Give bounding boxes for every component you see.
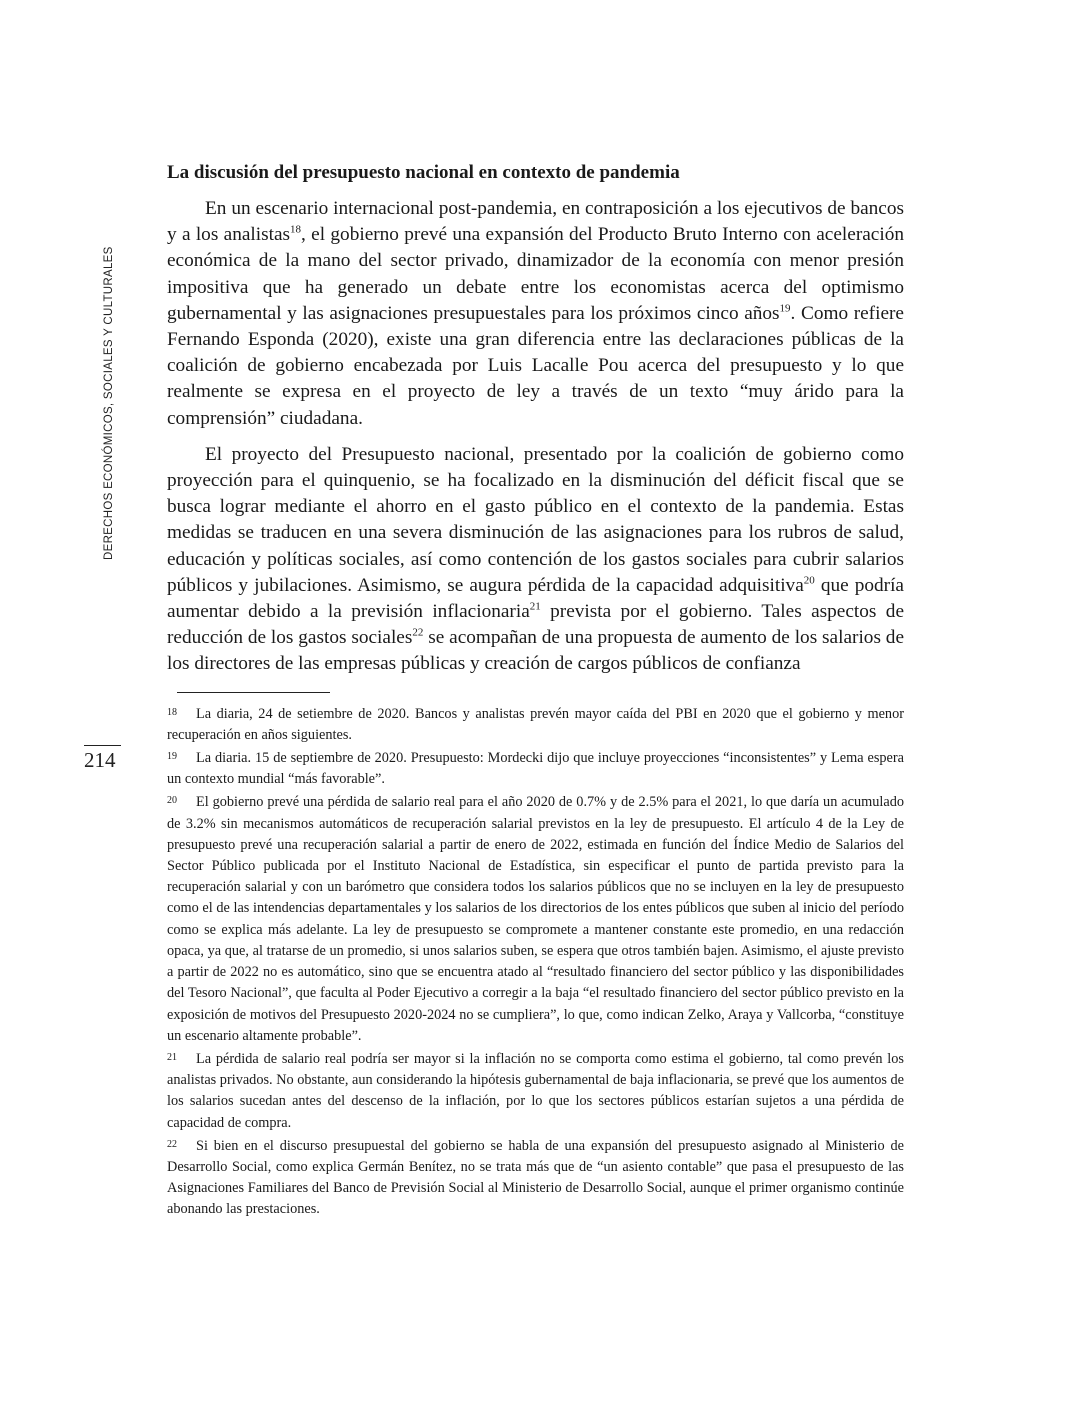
footnote-number: 18	[167, 706, 177, 718]
footnote-separator	[177, 692, 330, 693]
footnote-19	[167, 746, 904, 790]
footnote-number: 20	[167, 795, 177, 807]
footnote-text: El gobierno prevé una pérdida de salario real para el año 2020 de 0.7% y de 2.5% para el 2021, lo que daría un acumulado de 3.2% sin mecanismos automáticos de recuperación salarial previstos en la ley de presupuesto. El artículo 4 de la Ley de presupuesto prevé una recuperación salarial a partir de enero de 2022, estimada en función del Índice Medio de Salarios del Sector Público publicada por el Instituto Nacional de Estadística, sin especificar el punto de partida previsto para la recuperación salarial y con un barómetro que considera todos los salarios públicos que no se incluyen en la ley de presupuesto como el de las intendencias departamentales y los salarios de los directorios de los entes públicos que suben al inicio del período como se explica más adelante. La ley de presupuesto se compromete a mantener constante este promedio, en una redacción opaca, ya que, al tratarse de un promedio, si unos salarios suben, se espera que otros también bajen. Asimismo, el ajuste previsto a partir de 2022 no es automático, sino que se encuentra atado al “resultado financiero del sector público y las disponibilidades del Tesoro Nacional”, que faculta al Poder Ejecutivo a corregir a la baja “el resultado financiero del sector público previsto en la exposición de motivos del Presupuesto 2020-2024 no se cumpliera”, lo que, como indican Zelko, Araya y Vallcorba, “constituye un escenario altamente probable”.	[167, 794, 904, 1044]
body-paragraph-1	[167, 196, 904, 432]
footnote-text: La diaria, 24 de setiembre de 2020. Bancos y analistas prevén mayor caída del PBI en 2020 que el gobierno y menor recuperación en años siguientes.	[167, 705, 904, 743]
text-run: , el gobierno prevé una expansión del Producto Bruto Interno con aceleración económica de la mano del sector privado, dinamizador de la economía con menor presión impositiva que ha generado un debate entre los economistas acerca del optimismo gubernamental y las asignaciones presupuestales para los próximos cinco años	[167, 224, 904, 324]
footnote-ref-19[interactable]: 19	[779, 302, 791, 315]
footnote-ref-20[interactable]: 20	[803, 574, 815, 587]
page-number: 214	[84, 748, 116, 772]
text-run: El proyecto del Presupuesto nacional, presentado por la coalición de gobierno como proyección para el quinquenio, se ha focalizado en la disminución del déficit fiscal que se busca lograr mediante el ahorro en el gasto público en el contexto de la pandemia. Estas medidas se traducen en una severa disminución de las asignaciones para los rubros de salud, educación y políticas sociales, así como contención de los gastos sociales para cubrir salarios públicos y jubilaciones. Asimismo, se augura pérdida de la capacidad adquisitiva	[167, 443, 904, 596]
main-content	[167, 160, 904, 1221]
page-number-rule	[84, 745, 121, 746]
footnote-number: 19	[167, 751, 177, 763]
footnote-text: Si bien en el discurso presupuestal del gobierno se habla de una expansión del presupuesto asignado al Ministerio de Desarrollo Social, como explica Germán Benítez, no se trata más que de “un asiento contable” que pasa el presupuesto de las Asignaciones Familiares del Banco de Previsión Social al Ministerio de Desarrollo Social, aunque el primer organismo continúe abonando las prestaciones.	[167, 1137, 904, 1218]
footnote-18	[167, 702, 904, 746]
text-run: prevista por el gobierno. Tales aspectos de reducción de los gastos sociales	[167, 601, 904, 649]
footnote-ref-18[interactable]: 18	[290, 223, 302, 236]
footnote-21	[167, 1047, 904, 1134]
text-run: que podría aumentar debido a la previsión inflacionaria	[167, 574, 904, 623]
text-run: En un escenario internacional post-pandemia, en contraposición a los ejecutivos de bancos y a los analistas	[167, 198, 904, 246]
footnote-text: La diaria. 15 de septiembre de 2020. Presupuesto: Mordecki dijo que incluye proyecciones “inconsistentes” y Lema espera un contexto mundial “más favorable”.	[167, 750, 904, 788]
footnotes	[167, 702, 904, 1221]
text-run: . Como refiere Fernando Esponda (2020), existe una gran diferencia entre las declaraciones públicas de la coalición de gobierno encabezada por Luis Lacalle Pou acerca del presupuesto y lo que realmente se expresa en el proyecto de ley a través de un texto “muy árido para la comprensión” ciudadana.	[167, 302, 904, 429]
footnote-ref-22[interactable]: 22	[412, 626, 424, 639]
footnote-number: 21	[167, 1051, 177, 1063]
footnote-text: La pérdida de salario real podría ser mayor si la inflación no se comporta como estima el gobierno, tal como prevén los analistas privados. No obstante, aun considerando la hipótesis gubernamental de baja inflacionaria, se prevé que los aumentos de los salarios sucedan antes del descenso de la inflación, por lo que los sectores públicos estarían sujetos a una pérdida de capacidad de compra.	[167, 1050, 904, 1131]
body-paragraph-2	[167, 442, 904, 678]
running-side-header: DERECHOS ECONÓMICOS, SOCIALES Y CULTURALES	[103, 246, 115, 560]
footnote-20	[167, 790, 904, 1046]
footnote-number: 22	[167, 1138, 177, 1150]
footnote-22	[167, 1134, 904, 1221]
text-run: se acompañan de una propuesta de aumento de los salarios de los directores de las empresas públicas y creación de cargos públicos de confianza	[167, 627, 905, 675]
footnote-ref-21[interactable]: 21	[529, 600, 541, 613]
section-heading: La discusión del presupuesto nacional en contexto de pandemia	[167, 162, 680, 183]
